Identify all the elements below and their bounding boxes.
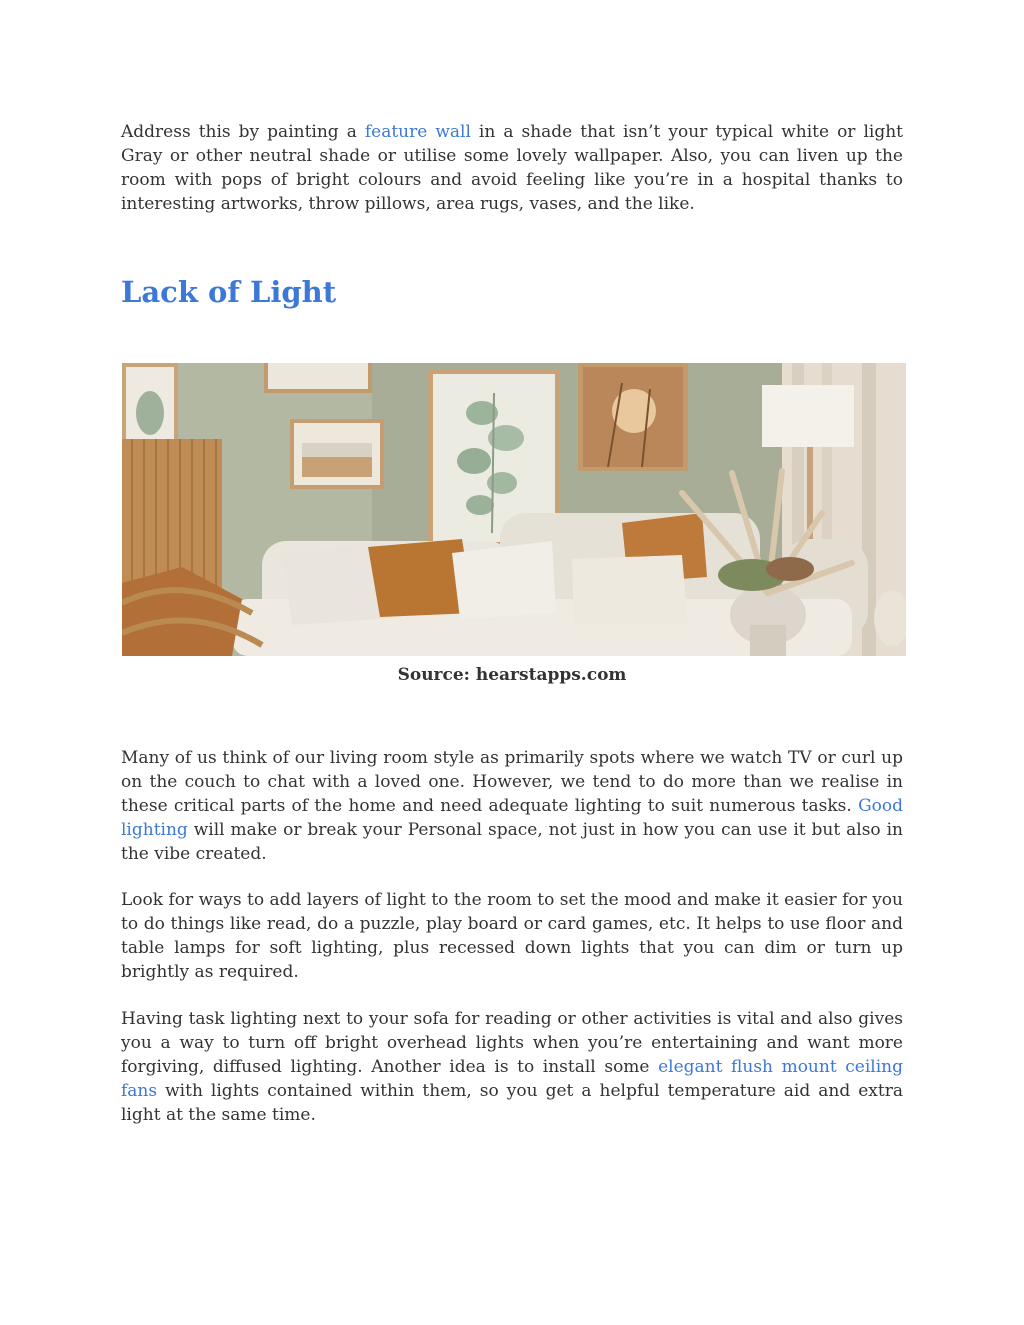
paragraph-text: Having task lighting next to your sofa for reading or other activities is vital and also gives you a way to turn off bright overhead lights when you’re entertaining and want more forgiving, diffused lighting. Another idea is to install some [121, 1009, 903, 1077]
section-heading: Lack of Light [121, 275, 337, 309]
good-lighting-link[interactable]: Good lighting [121, 796, 903, 840]
living-room-photo [122, 363, 906, 656]
ceiling-fans-link[interactable]: elegant flush mount ceiling fans [121, 1057, 903, 1101]
lighting-paragraph [121, 746, 903, 866]
paragraph-text: Many of us think of our living room style as primarily spots where we watch TV or curl up on the couch to chat with a loved one. However, we tend to do more than we realise in these critical parts of the home and need adequate lighting to suit numerous tasks. [121, 748, 903, 816]
photo-caption: Source: hearstapps.com [397, 665, 627, 685]
paragraph-text: will make or break your Personal space, not just in how you can use it but also in the vibe created. [121, 820, 903, 864]
paragraph-text: with lights contained within them, so you get a helpful temperature aid and extra light at the same time. [121, 1081, 903, 1125]
intro-paragraph [121, 120, 903, 216]
paragraph-text: in a shade that isn’t your typical white or light Gray or other neutral shade or utilise some lovely wallpaper. Also, you can liven up the room with pops of bright colours and avoid feeling like you’re in a hospital thanks to interesting artworks, throw pillows, area rugs, vases, and the like. [121, 122, 903, 214]
feature-wall-link[interactable]: feature wall [364, 122, 471, 142]
paragraph-text: Address this by painting a [121, 122, 365, 142]
task-lighting-paragraph [121, 1007, 903, 1127]
layers-paragraph: Look for ways to add layers of light to the room to set the mood and make it easier for you to do things like read, do a puzzle, play board or card games, etc. It helps to use floor and table lamps for soft lighting, plus recessed down lights that you can dim or turn up brightly as required. [121, 890, 903, 982]
